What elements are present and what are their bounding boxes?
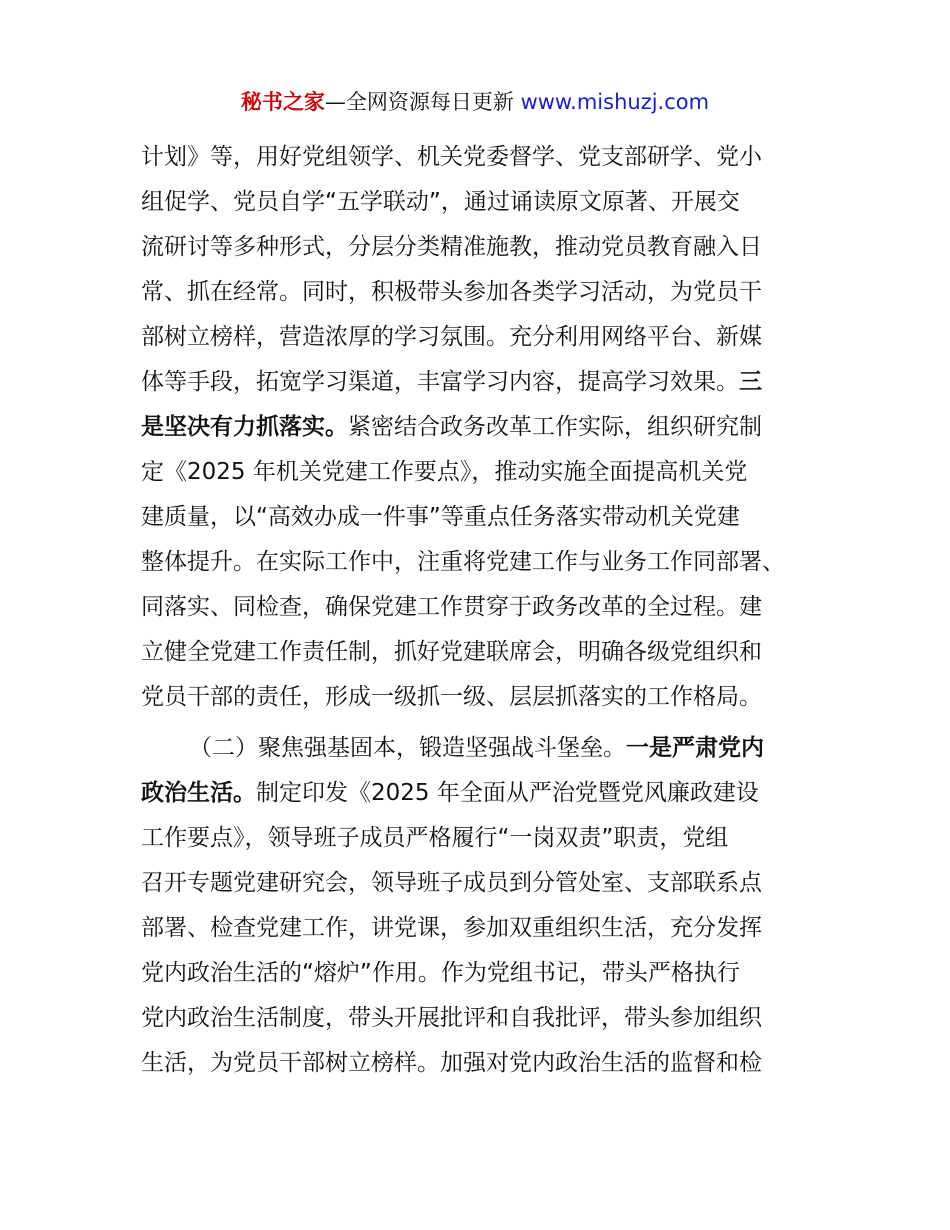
text-line: [141, 225, 821, 270]
paragraph-1: [141, 135, 821, 720]
text-line: [141, 996, 821, 1041]
bold-text-segment: 一是严肃党内: [626, 735, 764, 761]
text-segment: 党内政治生活的“熔炉”作用。作为党组书记，带头严格执行: [141, 960, 740, 986]
text-line: [141, 816, 821, 861]
paragraph-2: [141, 726, 821, 1086]
text-line: [141, 585, 821, 630]
text-line: [141, 951, 821, 996]
text-segment: 党内政治生活制度，带头开展批评和自我批评，带头参加组织: [141, 1005, 762, 1031]
text-segment: 工作要点》，领导班子成员严格履行“一岗双责”职责，党组: [141, 825, 729, 851]
text-segment: 整体提升。在实际工作中，注重将党建工作与业务工作同部署、: [141, 549, 785, 575]
text-line: [141, 861, 821, 906]
bold-text-segment: 政治生活。: [141, 780, 256, 806]
site-brand: 秘书之家: [240, 90, 325, 114]
text-segment: 生活，为党员干部树立榜样。加强对党内政治生活的监督和检: [141, 1050, 762, 1076]
text-line: [141, 495, 821, 540]
text-segment: 立健全党建工作责任制，抓好党建联席会，明确各级党组织和: [141, 639, 762, 665]
text-line: [141, 270, 821, 315]
text-line: [141, 405, 821, 450]
text-line: [141, 771, 821, 816]
site-slogan: —全网资源每日更新: [324, 90, 521, 114]
text-line: [141, 315, 821, 360]
text-segment: （二）聚焦强基固本，锻造坚强战斗堡垒。: [189, 735, 626, 761]
text-segment: 定《2025 年机关党建工作要点》，推动实施全面提高机关党: [141, 459, 748, 485]
document-body: [141, 135, 821, 1086]
text-segment: 部署、检查党建工作，讲党课，参加双重组织生活，充分发挥: [141, 915, 762, 941]
text-line: [141, 180, 821, 225]
text-line: [141, 906, 821, 951]
bold-text-segment: 三: [739, 369, 762, 395]
text-segment: 紧密结合政务改革工作实际，组织研究制: [348, 414, 762, 440]
text-segment: 召开专题党建研究会，领导班子成员到分管处室、支部联系点: [141, 870, 762, 896]
text-segment: 建质量，以“高效办成一件事”等重点任务落实带动机关党建: [141, 504, 740, 530]
text-line: [141, 1041, 821, 1086]
text-line: [141, 135, 821, 180]
site-url-link[interactable]: www.mishuzj.com: [520, 90, 710, 114]
page-header: [0, 86, 950, 118]
text-line: [141, 450, 821, 495]
text-line: [141, 360, 821, 405]
text-segment: 制定印发《2025 年全面从严治党暨党风廉政建设: [256, 780, 759, 806]
bold-text-segment: 是坚决有力抓落实。: [141, 414, 348, 440]
text-segment: 计划》等，用好党组领学、机关党委督学、党支部研学、党小: [141, 144, 762, 170]
text-segment: 组促学、党员自学“五学联动”，通过诵读原文原著、开展交: [141, 189, 740, 215]
text-line: [141, 675, 821, 720]
text-line: [141, 540, 821, 585]
text-segment: 同落实、同检查，确保党建工作贯穿于政务改革的全过程。建: [141, 594, 762, 620]
text-segment: 党员干部的责任，形成一级抓一级、层层抓落实的工作格局。: [141, 684, 762, 710]
text-line: [141, 630, 821, 675]
text-segment: 部树立榜样，营造浓厚的学习氛围。充分利用网络平台、新媒: [141, 324, 762, 350]
text-segment: 流研讨等多种形式，分层分类精准施教，推动党员教育融入日: [141, 234, 762, 260]
text-line: [141, 726, 821, 771]
text-segment: 常、抓在经常。同时，积极带头参加各类学习活动，为党员干: [141, 279, 762, 305]
text-segment: 体等手段，拓宽学习渠道，丰富学习内容，提高学习效果。: [141, 369, 739, 395]
